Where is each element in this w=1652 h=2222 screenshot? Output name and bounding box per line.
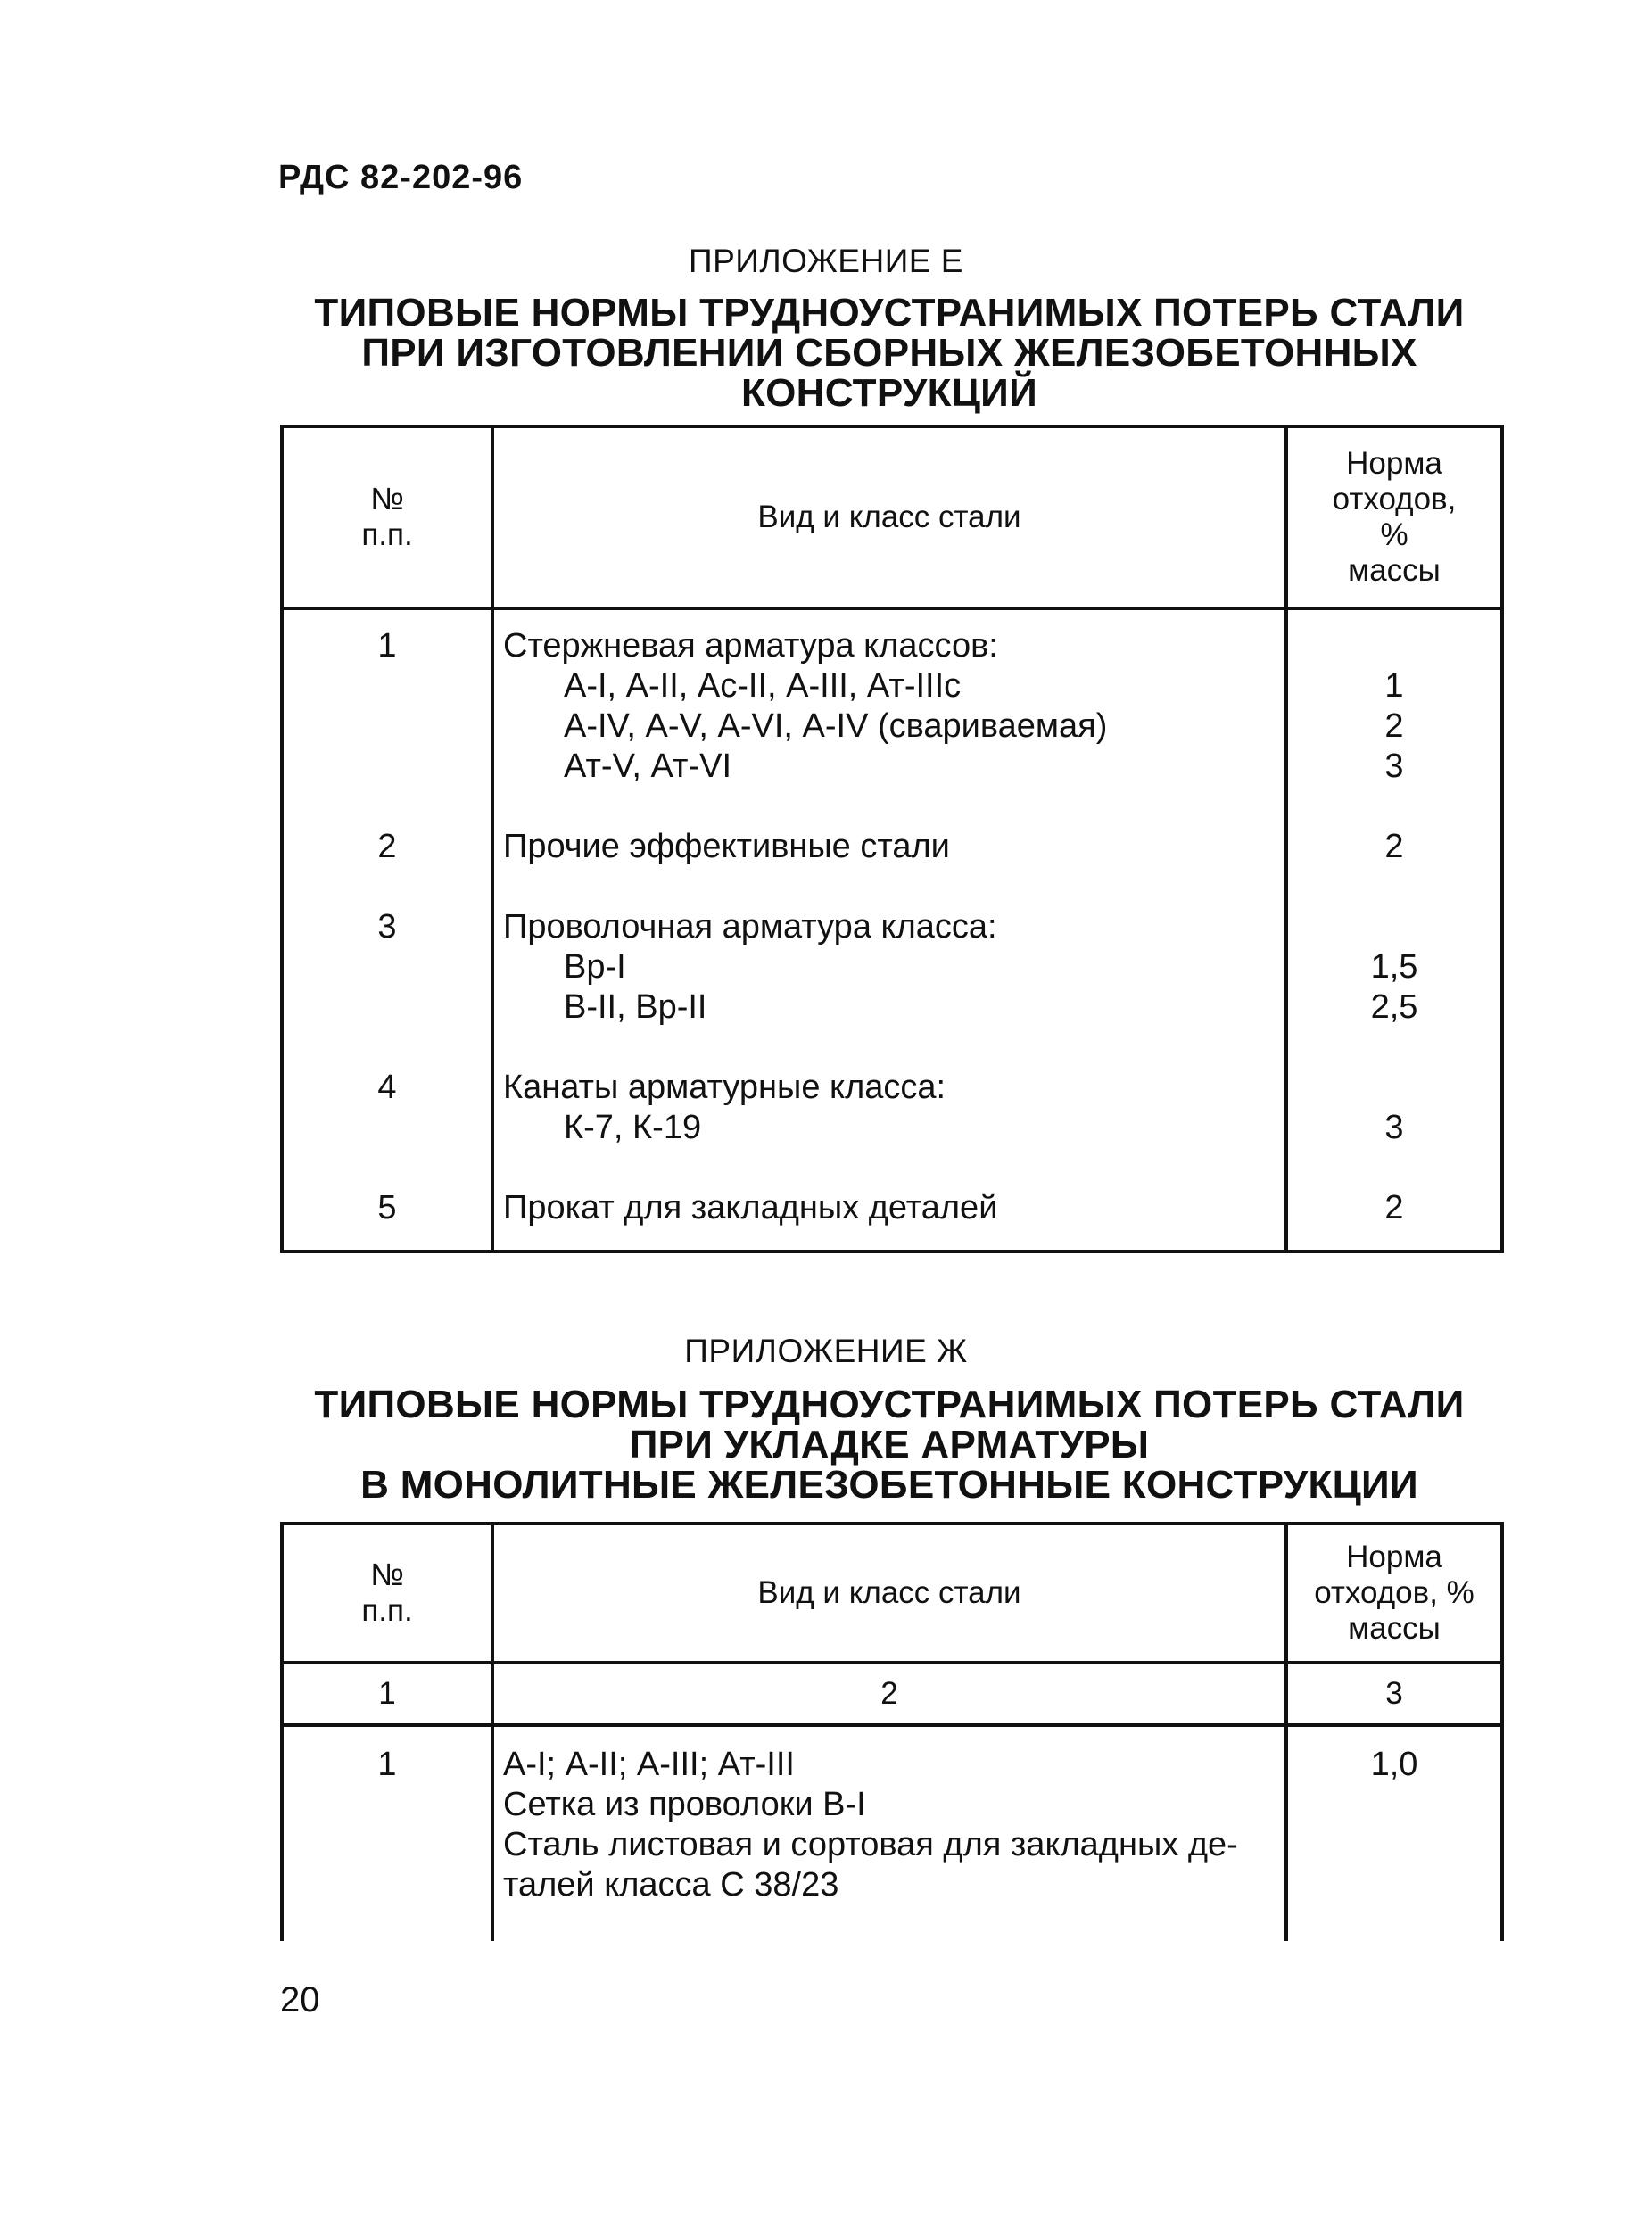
header-norm-line: отходов, % (1314, 1575, 1474, 1610)
table-row (282, 1068, 1502, 1188)
row-type-line: Вр-I (564, 948, 626, 986)
table-header-row (282, 426, 1502, 608)
appendix-zh-title (268, 1384, 1511, 1505)
row-norm-value: 3 (1384, 748, 1404, 785)
row-type-line: К-7, К-19 (564, 1109, 702, 1146)
row-type (492, 608, 1286, 827)
appendix-e-table (280, 425, 1504, 1253)
row-norm-value: 1,5 (1370, 948, 1418, 986)
row-norm-value (1288, 1068, 1500, 1108)
column-number: 1 (282, 1663, 492, 1725)
row-type-line: Ат-V, Ат-VI (564, 748, 732, 785)
row-number (282, 827, 492, 907)
table-row (282, 608, 1502, 827)
appendix-e-title-line: КОНСТРУКЦИЙ (740, 371, 1038, 415)
row-norm (1286, 608, 1502, 827)
header-norm-line: % (1380, 517, 1408, 552)
row-norm (1286, 827, 1502, 907)
table-row (282, 1188, 1502, 1251)
row-norm (1286, 907, 1502, 1068)
appendix-zh-title-line: ТИПОВЫЕ НОРМЫ ТРУДНОУСТРАНИМЫХ ПОТЕРЬ СТАЛИ (314, 1383, 1465, 1426)
header-num-line: п.п. (361, 1593, 413, 1628)
row-norm-value: 2,5 (1370, 988, 1418, 1026)
document-code: РДС 82-202-96 (278, 159, 524, 196)
row-type-line: А-IV, А-V, А-VI, А-IV (свариваемая) (564, 707, 1108, 745)
row-type (492, 907, 1286, 1068)
appendix-zh-title-line: В МОНОЛИТНЫЕ ЖЕЛЕЗОБЕТОННЫЕ КОНСТРУКЦИИ (360, 1463, 1418, 1507)
header-norm-line: массы (1348, 553, 1441, 588)
row-type (492, 1725, 1286, 1941)
row-number (282, 1725, 492, 1941)
header-num (282, 426, 492, 608)
row-number-text: 5 (377, 1189, 397, 1227)
row-norm-value: 2 (1384, 707, 1404, 745)
appendix-e-title-line: ПРИ ИЗГОТОВЛЕНИИ СБОРНЫХ ЖЕЛЕЗОБЕТОННЫХ (361, 331, 1417, 375)
row-norm (1286, 1725, 1502, 1941)
row-norm-value (1288, 907, 1500, 947)
row-number-text: 2 (377, 828, 397, 865)
row-number (282, 907, 492, 1068)
row-type (492, 1188, 1286, 1251)
header-norm-line: Норма (1346, 1540, 1442, 1574)
row-norm (1286, 1068, 1502, 1188)
header-norm (1286, 1524, 1502, 1663)
row-norm-value: 1,0 (1370, 1746, 1418, 1783)
row-type-line: А-I, А-II, Ас-II, А-III, Ат-IIIc (564, 667, 962, 705)
row-type-line: Сталь листовая и сортовая для закладных де- (503, 1826, 1238, 1863)
table-row (282, 1725, 1502, 1941)
header-norm-line: отходов, (1332, 482, 1457, 516)
row-number (282, 608, 492, 827)
row-number (282, 1188, 492, 1251)
table-header-row (282, 1524, 1502, 1663)
header-norm-line: массы (1348, 1611, 1441, 1646)
row-norm-value: 1 (1384, 667, 1404, 705)
row-type-line: Прочие эффективные стали (503, 828, 950, 865)
appendix-e-title (268, 293, 1511, 413)
row-number-text: 1 (377, 1746, 397, 1783)
row-type-line: талей класса С 38/23 (503, 1866, 839, 1904)
row-number-text: 4 (377, 1069, 397, 1106)
row-norm-value: 3 (1384, 1109, 1404, 1146)
page-number: 20 (280, 1980, 320, 2020)
appendix-zh-title-line: ПРИ УКЛАДКЕ АРМАТУРЫ (629, 1423, 1150, 1466)
table-row (282, 907, 1502, 1068)
row-type-line: Канаты арматурные класса: (503, 1069, 946, 1106)
row-type (492, 827, 1286, 907)
row-type-line: Прокат для закладных деталей (503, 1189, 998, 1227)
row-number (282, 1068, 492, 1188)
row-type-line: А-I; А-II; А-III; Ат-III (503, 1746, 795, 1783)
header-norm-line: Норма (1346, 446, 1442, 481)
row-type-line: Сетка из проволоки В-I (503, 1786, 866, 1823)
row-number-text: 3 (377, 908, 397, 946)
row-norm-value (1288, 626, 1500, 666)
row-number-text: 1 (377, 627, 397, 665)
appendix-zh-table (280, 1522, 1504, 1941)
column-number-row (282, 1663, 1502, 1725)
header-num-line: п.п. (361, 517, 413, 552)
row-norm-value: 2 (1384, 1189, 1404, 1227)
column-number: 3 (1286, 1663, 1502, 1725)
row-type-line: Проволочная арматура класса: (503, 908, 997, 946)
header-type: Вид и класс стали (492, 1524, 1286, 1663)
row-norm (1286, 1188, 1502, 1251)
header-num (282, 1524, 492, 1663)
row-type (492, 1068, 1286, 1188)
row-norm-value: 2 (1384, 828, 1404, 865)
row-type-line: Стержневая арматура классов: (503, 627, 998, 665)
appendix-e-title-line: ТИПОВЫЕ НОРМЫ ТРУДНОУСТРАНИМЫХ ПОТЕРЬ СТАЛИ (314, 291, 1465, 335)
header-num-line: № (370, 1557, 404, 1592)
header-num-line: № (370, 482, 404, 516)
table-row (282, 827, 1502, 907)
appendix-zh-label: ПРИЛОЖЕНИЕ Ж (684, 1333, 968, 1369)
row-type-line: В-II, Вр-II (564, 988, 707, 1026)
header-type: Вид и класс стали (492, 426, 1286, 608)
column-number: 2 (492, 1663, 1286, 1725)
header-norm (1286, 426, 1502, 608)
appendix-e-label: ПРИЛОЖЕНИЕ Е (689, 243, 963, 279)
